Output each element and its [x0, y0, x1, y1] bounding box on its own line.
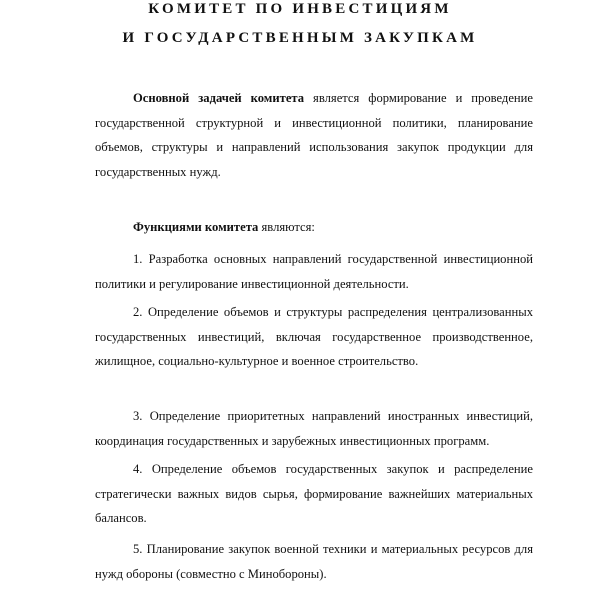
- functions-heading-text: являются:: [258, 220, 315, 234]
- main-task-paragraph: [95, 86, 533, 184]
- functions-lead: Функциями комитета: [133, 220, 259, 234]
- document-title-line-1: КОМИТЕТ ПО ИНВЕСТИЦИЯМ: [148, 1, 452, 17]
- main-task-lead: Основной задачей комитета: [133, 91, 305, 105]
- function-item: 4. Определение объемов государственных закупок и распределение стратегически важных видов сырья, формирование важнейших материальных балансов.: [95, 462, 533, 525]
- function-item: 1. Разработка основных направлений государственной инвестиционной политики и регулирование инвестиционной деятельности.: [95, 252, 533, 291]
- document-title-line-2: И ГОСУДАРСТВЕННЫМ ЗАКУПКАМ: [122, 30, 478, 46]
- main-task-text: является формирование и проведение государственной структурной и инвестиционной политики, планирование объемов, структуры и направлений использования закупок продукции для государственных нужд.: [95, 91, 533, 179]
- function-item: 3. Определение приоритетных направлений иностранных инвестиций, координация государственных и зарубежных инвестиционных программ.: [95, 409, 533, 448]
- function-item: 2. Определение объемов и структуры распределения централизованных государственных инвестиций, включая государственное производственное, жилищное, социально-культурное и военное строительство.: [95, 305, 533, 368]
- functions-heading: [95, 215, 533, 240]
- function-item: 5. Планирование закупок военной техники и материальных ресурсов для нужд обороны (совместно с Минобороны).: [95, 542, 533, 581]
